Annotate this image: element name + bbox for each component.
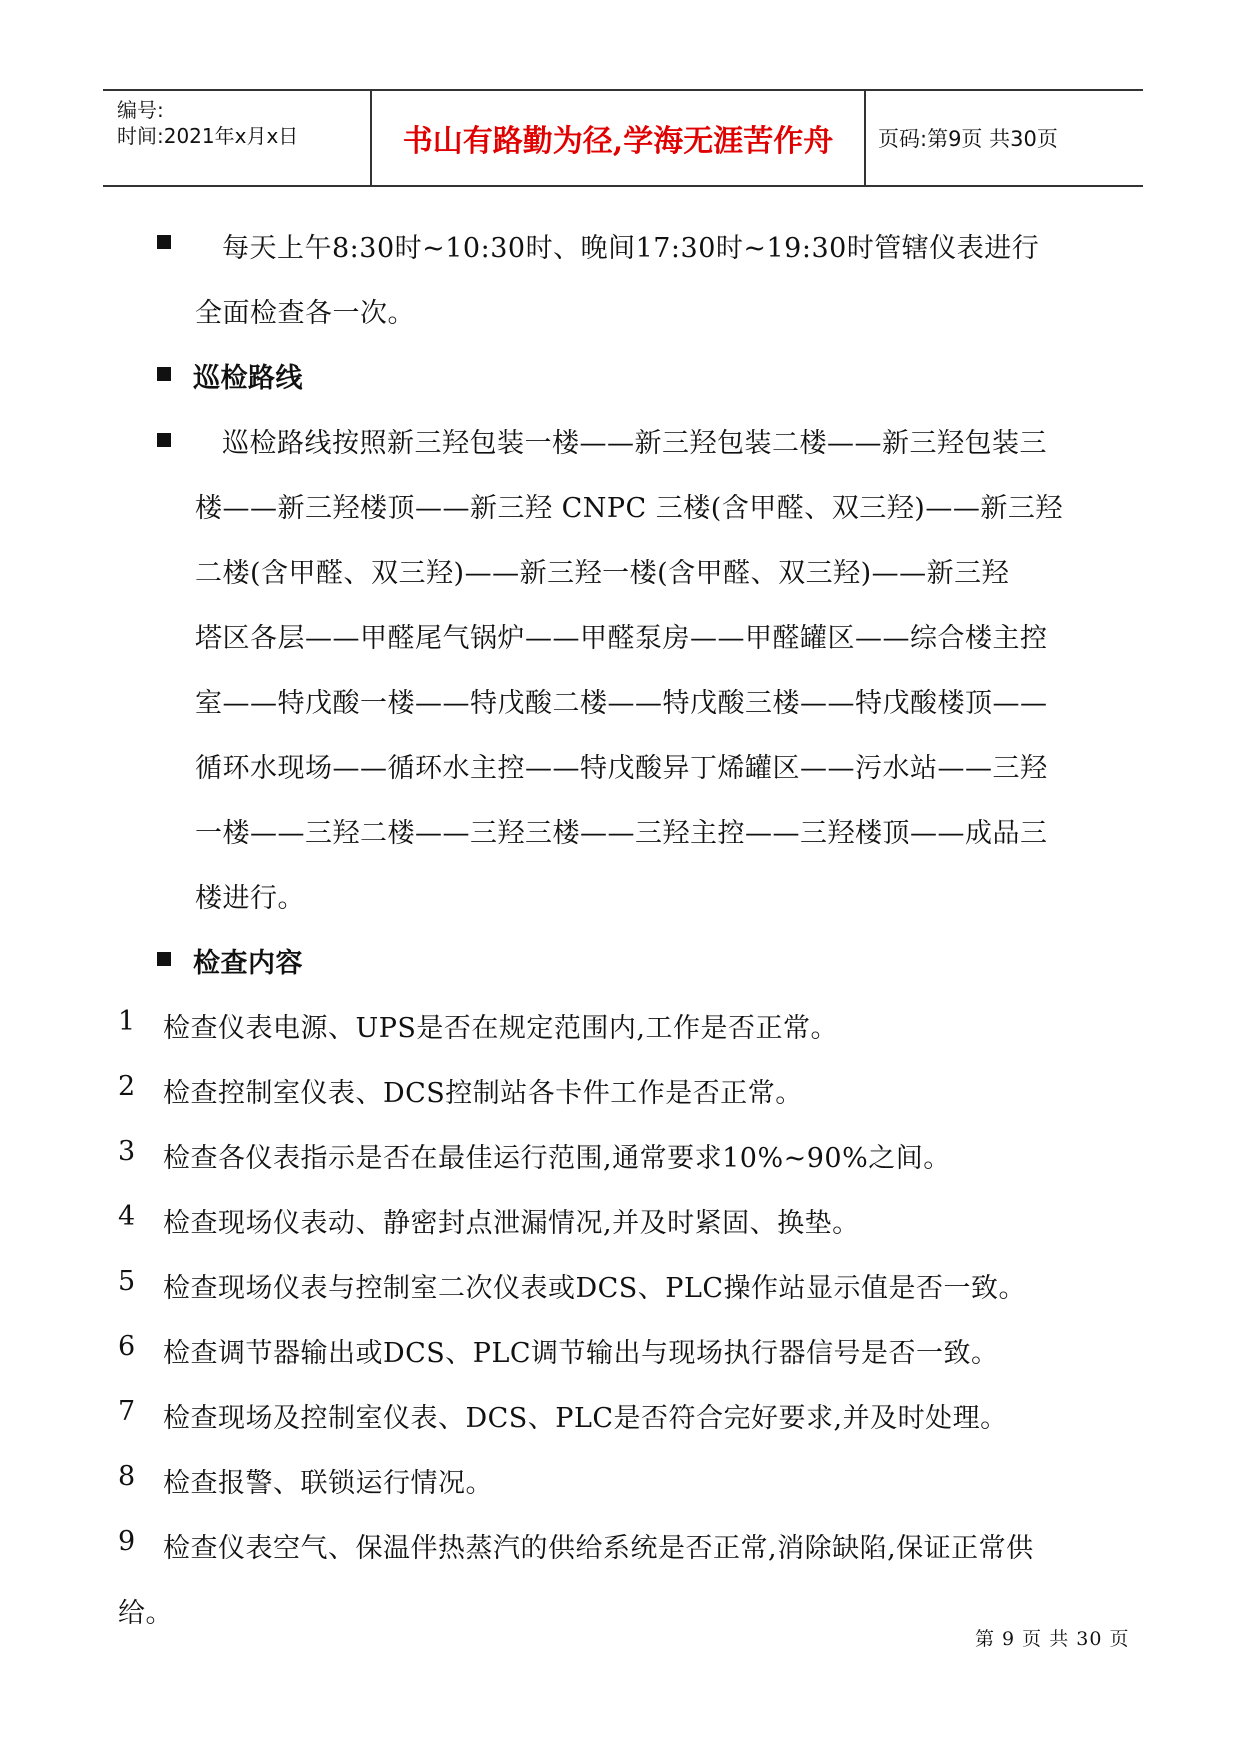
item-text: 检查现场及控制室仪表、DCS、PLC是否符合完好要求,并及时处理。 — [163, 1403, 1008, 1434]
item-text: 检查报警、联锁运行情况。 — [163, 1468, 493, 1499]
schedule-line-1: 每天上午8:30时~10:30时、晚间17:30时~19:30时管辖仪表进行 — [222, 233, 1040, 264]
route-line: 楼——新三羟楼顶——新三羟 CNPC 三楼(含甲醛、双三羟)——新三羟 — [195, 493, 1063, 524]
route-line: 循环水现场——循环水主控——特戊酸异丁烯罐区——污水站——三羟 — [195, 753, 1048, 784]
item-number: 5 — [118, 1266, 136, 1297]
route-line: 室——特戊酸一楼——特戊酸二楼——特戊酸三楼——特戊酸楼顶—— — [195, 688, 1048, 719]
route-line: 一楼——三羟二楼——三羟三楼——三羟主控——三羟楼顶——成品三 — [195, 818, 1048, 849]
route-line: 巡检路线按照新三羟包装一楼——新三羟包装二楼——新三羟包装三 — [222, 428, 1047, 459]
time-label: 时间:2021年x月x日 — [117, 124, 299, 148]
item-text-continued: 给。 — [118, 1598, 173, 1629]
item-number: 7 — [118, 1396, 136, 1427]
inspection-heading: 检查内容 — [193, 948, 303, 979]
item-text: 检查现场仪表与控制室二次仪表或DCS、PLC操作站显示值是否一致。 — [163, 1273, 1027, 1304]
schedule-line-2: 全面检查各一次。 — [195, 298, 415, 329]
header-motto: 书山有路勤为径,学海无涯苦作舟 — [372, 91, 866, 185]
item-text: 检查调节器输出或DCS、PLC调节输出与现场执行器信号是否一致。 — [163, 1338, 999, 1369]
route-line: 二楼(含甲醛、双三羟)——新三羟一楼(含甲醛、双三羟)——新三羟 — [195, 558, 1010, 589]
header-meta — [117, 91, 372, 185]
item-number: 3 — [118, 1136, 136, 1167]
item-number: 8 — [118, 1461, 136, 1492]
item-number: 1 — [118, 1006, 136, 1037]
item-number: 2 — [118, 1071, 136, 1102]
item-text: 检查各仪表指示是否在最佳运行范围,通常要求10%~90%之间。 — [163, 1143, 951, 1174]
item-number: 9 — [118, 1526, 136, 1557]
route-line: 塔区各层——甲醛尾气锅炉——甲醛泵房——甲醛罐区——综合楼主控 — [195, 623, 1048, 654]
page-footer: 第 9 页 共 30 页 — [975, 1628, 1130, 1650]
bullet-icon — [157, 952, 171, 966]
item-number: 6 — [118, 1331, 136, 1362]
bullet-icon — [157, 235, 171, 249]
item-text: 检查现场仪表动、静密封点泄漏情况,并及时紧固、换垫。 — [163, 1208, 860, 1239]
route-line: 楼进行。 — [195, 883, 305, 914]
item-text: 检查仪表空气、保温伴热蒸汽的供给系统是否正常,消除缺陷,保证正常供 — [163, 1533, 1034, 1564]
bullet-icon — [157, 433, 171, 447]
route-heading: 巡检路线 — [193, 363, 303, 394]
item-text: 检查仪表电源、UPS是否在规定范围内,工作是否正常。 — [163, 1013, 838, 1044]
page-header — [103, 89, 1143, 187]
item-number: 4 — [118, 1201, 136, 1232]
header-page-label: 页码:第9页 共30页 — [878, 127, 1058, 151]
bullet-icon — [157, 367, 171, 381]
number-label: 编号: — [117, 98, 164, 122]
item-text: 检查控制室仪表、DCS控制站各卡件工作是否正常。 — [163, 1078, 803, 1109]
